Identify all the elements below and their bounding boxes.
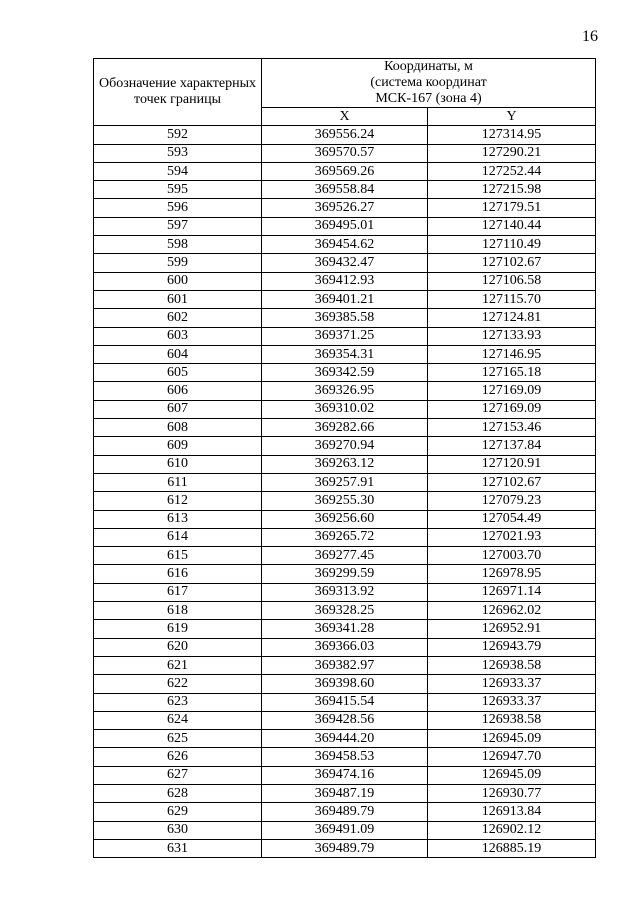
page-number: 16	[582, 28, 598, 45]
point-id-cell: 613	[94, 510, 262, 528]
x-column-header: X	[262, 108, 428, 126]
y-coordinate-cell: 127169.09	[428, 382, 596, 400]
x-coordinate-cell: 369569.26	[262, 162, 428, 180]
y-coordinate-cell: 126938.58	[428, 711, 596, 729]
x-coordinate-cell: 369326.95	[262, 382, 428, 400]
point-id-cell: 614	[94, 528, 262, 546]
point-id-cell: 626	[94, 748, 262, 766]
x-coordinate-cell: 369256.60	[262, 510, 428, 528]
x-coordinate-cell: 369489.79	[262, 803, 428, 821]
table-row	[94, 254, 596, 272]
y-coordinate-cell: 126945.09	[428, 730, 596, 748]
table-row	[94, 602, 596, 620]
table-row	[94, 711, 596, 729]
y-coordinate-cell: 127054.49	[428, 510, 596, 528]
point-id-cell: 598	[94, 236, 262, 254]
y-coordinate-cell: 127021.93	[428, 528, 596, 546]
y-coordinate-cell: 127115.70	[428, 290, 596, 308]
point-id-cell: 612	[94, 492, 262, 510]
table-row	[94, 821, 596, 839]
y-coordinate-cell: 126978.95	[428, 565, 596, 583]
table-row	[94, 547, 596, 565]
coordinates-header-line1: Координаты, м	[384, 59, 473, 74]
point-id-cell: 596	[94, 199, 262, 217]
y-coordinate-cell: 127140.44	[428, 217, 596, 235]
table-row	[94, 638, 596, 656]
table-row	[94, 784, 596, 802]
point-id-cell: 593	[94, 144, 262, 162]
point-id-cell: 602	[94, 309, 262, 327]
point-id-cell: 629	[94, 803, 262, 821]
table-row	[94, 126, 596, 144]
y-coordinate-cell: 126943.79	[428, 638, 596, 656]
y-coordinate-cell: 127146.95	[428, 345, 596, 363]
point-id-cell: 617	[94, 583, 262, 601]
x-coordinate-cell: 369299.59	[262, 565, 428, 583]
table-row	[94, 803, 596, 821]
point-id-cell: 619	[94, 620, 262, 638]
x-coordinate-cell: 369366.03	[262, 638, 428, 656]
x-coordinate-cell: 369328.25	[262, 602, 428, 620]
point-id-cell: 621	[94, 656, 262, 674]
table-row	[94, 620, 596, 638]
x-coordinate-cell: 369354.31	[262, 345, 428, 363]
table-row	[94, 162, 596, 180]
point-id-cell: 603	[94, 327, 262, 345]
table-row	[94, 272, 596, 290]
x-coordinate-cell: 369398.60	[262, 675, 428, 693]
x-coordinate-cell: 369277.45	[262, 547, 428, 565]
point-id-cell: 609	[94, 437, 262, 455]
y-coordinate-cell: 126930.77	[428, 784, 596, 802]
x-coordinate-cell: 369556.24	[262, 126, 428, 144]
x-coordinate-cell: 369458.53	[262, 748, 428, 766]
y-coordinate-cell: 126945.09	[428, 766, 596, 784]
y-coordinate-cell: 127102.67	[428, 473, 596, 491]
table-row	[94, 565, 596, 583]
y-coordinate-cell: 127179.51	[428, 199, 596, 217]
y-coordinate-cell: 127252.44	[428, 162, 596, 180]
point-id-cell: 622	[94, 675, 262, 693]
table-row	[94, 473, 596, 491]
x-coordinate-cell: 369495.01	[262, 217, 428, 235]
y-coordinate-cell: 127290.21	[428, 144, 596, 162]
table-row	[94, 766, 596, 784]
x-coordinate-cell: 369474.16	[262, 766, 428, 784]
y-column-header: Y	[428, 108, 596, 126]
point-id-cell: 597	[94, 217, 262, 235]
point-id-cell: 600	[94, 272, 262, 290]
table-row	[94, 528, 596, 546]
table-row	[94, 419, 596, 437]
x-coordinate-cell: 369382.97	[262, 656, 428, 674]
x-coordinate-cell: 369491.09	[262, 821, 428, 839]
y-coordinate-cell: 127133.93	[428, 327, 596, 345]
table-row	[94, 510, 596, 528]
point-id-cell: 616	[94, 565, 262, 583]
y-coordinate-cell: 126933.37	[428, 693, 596, 711]
y-coordinate-cell: 127102.67	[428, 254, 596, 272]
point-id-cell: 628	[94, 784, 262, 802]
table-row	[94, 748, 596, 766]
table-row	[94, 656, 596, 674]
table-row	[94, 382, 596, 400]
x-coordinate-cell: 369342.59	[262, 364, 428, 382]
table-row	[94, 236, 596, 254]
point-id-cell: 592	[94, 126, 262, 144]
point-id-cell: 604	[94, 345, 262, 363]
x-coordinate-cell: 369270.94	[262, 437, 428, 455]
y-coordinate-cell: 126971.14	[428, 583, 596, 601]
table-row	[94, 309, 596, 327]
point-id-cell: 631	[94, 839, 262, 857]
table-row	[94, 492, 596, 510]
x-coordinate-cell: 369570.57	[262, 144, 428, 162]
x-coordinate-cell: 369341.28	[262, 620, 428, 638]
x-coordinate-cell: 369489.79	[262, 839, 428, 857]
y-coordinate-cell: 127079.23	[428, 492, 596, 510]
table-row	[94, 693, 596, 711]
y-coordinate-cell: 126885.19	[428, 839, 596, 857]
y-coordinate-cell: 126938.58	[428, 656, 596, 674]
x-coordinate-cell: 369444.20	[262, 730, 428, 748]
x-coordinate-cell: 369265.72	[262, 528, 428, 546]
x-coordinate-cell: 369558.84	[262, 181, 428, 199]
y-coordinate-cell: 126952.91	[428, 620, 596, 638]
y-coordinate-cell: 127137.84	[428, 437, 596, 455]
y-coordinate-cell: 127003.70	[428, 547, 596, 565]
y-coordinate-cell: 127110.49	[428, 236, 596, 254]
coordinates-header-line2: (система координат	[370, 75, 487, 90]
y-coordinate-cell: 127106.58	[428, 272, 596, 290]
table-row	[94, 400, 596, 418]
y-coordinate-cell: 126933.37	[428, 675, 596, 693]
point-id-cell: 625	[94, 730, 262, 748]
y-coordinate-cell: 126947.70	[428, 748, 596, 766]
x-coordinate-cell: 369310.02	[262, 400, 428, 418]
x-coordinate-cell: 369385.58	[262, 309, 428, 327]
point-id-cell: 618	[94, 602, 262, 620]
y-coordinate-cell: 127314.95	[428, 126, 596, 144]
coordinates-header-line3: МСК-167 (зона 4)	[375, 91, 482, 106]
table-row	[94, 199, 596, 217]
point-id-cell: 595	[94, 181, 262, 199]
y-coordinate-cell: 127165.18	[428, 364, 596, 382]
table-row	[94, 217, 596, 235]
table-row	[94, 181, 596, 199]
coordinates-header	[262, 59, 596, 108]
point-id-cell: 611	[94, 473, 262, 491]
x-coordinate-cell: 369313.92	[262, 583, 428, 601]
table-row	[94, 144, 596, 162]
table-row	[94, 730, 596, 748]
x-coordinate-cell: 369487.19	[262, 784, 428, 802]
y-coordinate-cell: 126962.02	[428, 602, 596, 620]
y-coordinate-cell: 127169.09	[428, 400, 596, 418]
table-row	[94, 327, 596, 345]
point-id-cell: 601	[94, 290, 262, 308]
point-id-cell: 623	[94, 693, 262, 711]
point-id-cell: 615	[94, 547, 262, 565]
y-coordinate-cell: 127215.98	[428, 181, 596, 199]
x-coordinate-cell: 369371.25	[262, 327, 428, 345]
table-row	[94, 437, 596, 455]
point-id-cell: 630	[94, 821, 262, 839]
x-coordinate-cell: 369428.56	[262, 711, 428, 729]
x-coordinate-cell: 369415.54	[262, 693, 428, 711]
y-coordinate-cell: 126913.84	[428, 803, 596, 821]
point-designation-header: Обозначение характерных точек границы	[94, 59, 262, 126]
y-coordinate-cell: 127120.91	[428, 455, 596, 473]
point-id-cell: 610	[94, 455, 262, 473]
y-coordinate-cell: 127124.81	[428, 309, 596, 327]
table-row	[94, 455, 596, 473]
x-coordinate-cell: 369526.27	[262, 199, 428, 217]
x-coordinate-cell: 369282.66	[262, 419, 428, 437]
table-row	[94, 675, 596, 693]
point-id-cell: 594	[94, 162, 262, 180]
table-header	[94, 59, 596, 126]
x-coordinate-cell: 369454.62	[262, 236, 428, 254]
point-id-cell: 606	[94, 382, 262, 400]
table-body	[94, 126, 596, 858]
y-coordinate-cell: 127153.46	[428, 419, 596, 437]
x-coordinate-cell: 369255.30	[262, 492, 428, 510]
x-coordinate-cell: 369401.21	[262, 290, 428, 308]
x-coordinate-cell: 369257.91	[262, 473, 428, 491]
table-row	[94, 364, 596, 382]
y-coordinate-cell: 126902.12	[428, 821, 596, 839]
x-coordinate-cell: 369412.93	[262, 272, 428, 290]
table-row	[94, 583, 596, 601]
x-coordinate-cell: 369263.12	[262, 455, 428, 473]
point-id-cell: 624	[94, 711, 262, 729]
point-id-cell: 605	[94, 364, 262, 382]
point-id-cell: 627	[94, 766, 262, 784]
point-id-cell: 599	[94, 254, 262, 272]
table-row	[94, 345, 596, 363]
x-coordinate-cell: 369432.47	[262, 254, 428, 272]
point-id-cell: 620	[94, 638, 262, 656]
table-row	[94, 839, 596, 857]
point-id-cell: 607	[94, 400, 262, 418]
table-row	[94, 290, 596, 308]
point-id-cell: 608	[94, 419, 262, 437]
coordinates-table	[93, 58, 596, 858]
